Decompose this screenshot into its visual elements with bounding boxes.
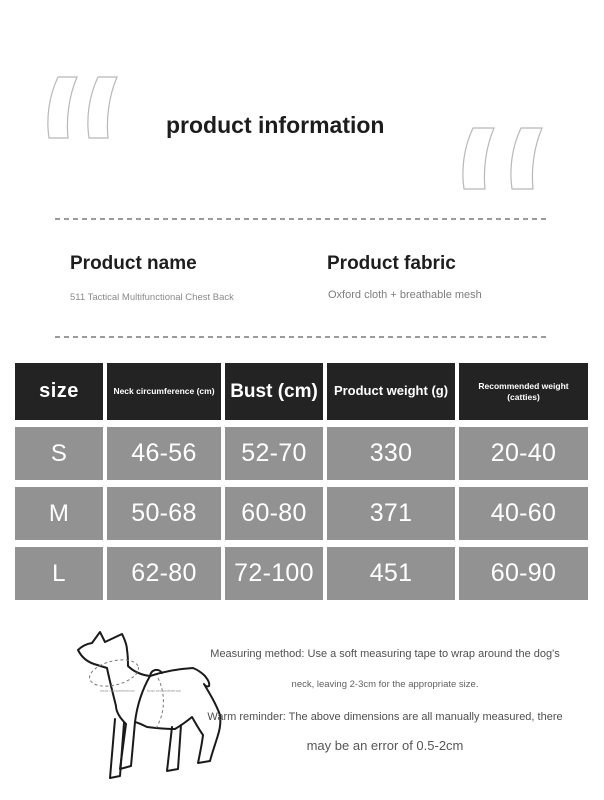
product-fabric-value: Oxford cloth + breathable mesh (328, 289, 482, 301)
col-header-neck: Neck circumference (cm) (107, 363, 221, 420)
product-name-label: Product name (70, 253, 197, 274)
product-fabric-label: Product fabric (327, 253, 456, 274)
cell-l-bust: 72-100 (225, 547, 323, 600)
measuring-method-line2: neck, leaving 2-3cm for the appropriate size. (291, 679, 479, 690)
divider-dashed-bottom (55, 336, 549, 338)
cell-s-bust: 52-70 (225, 427, 323, 480)
cell-m-weight: 371 (327, 487, 455, 540)
divider-dashed-top (55, 218, 549, 220)
page-title: product information (166, 112, 385, 138)
warm-reminder-line2: may be an error of 0.5-2cm (306, 738, 464, 753)
measuring-method-line1: Measuring method: Use a soft measuring tape to wrap around the dog's (210, 648, 560, 660)
cell-m-size: M (15, 487, 103, 540)
col-header-size: size (15, 363, 103, 420)
cell-m-neck: 50-68 (107, 487, 221, 540)
cell-l-neck: 62-80 (107, 547, 221, 600)
open-quote-icon (47, 76, 119, 140)
cell-s-recommended: 20-40 (459, 427, 588, 480)
measuring-notes (192, 648, 578, 753)
product-name-value: 511 Tactical Multifunctional Chest Back (70, 292, 234, 303)
cell-l-size: L (15, 547, 103, 600)
cell-m-bust: 60-80 (225, 487, 323, 540)
close-quote-icon (462, 127, 546, 191)
neck-circumference-label: neck circumference (100, 688, 135, 693)
cell-l-weight: 451 (327, 547, 455, 600)
col-header-weight: Product weight (g) (327, 363, 455, 420)
cell-l-recommended: 60-90 (459, 547, 588, 600)
bust-circumference-label: bust circumference (147, 688, 181, 693)
size-table (15, 363, 588, 600)
cell-s-weight: 330 (327, 427, 455, 480)
warm-reminder-line1: Warm reminder: The above dimensions are all manually measured, there (207, 711, 563, 723)
cell-s-neck: 46-56 (107, 427, 221, 480)
cell-m-recommended: 40-60 (459, 487, 588, 540)
cell-s-size: S (15, 427, 103, 480)
col-header-recommended: Recommended weight (catties) (459, 363, 588, 420)
col-header-bust: Bust (cm) (225, 363, 323, 420)
